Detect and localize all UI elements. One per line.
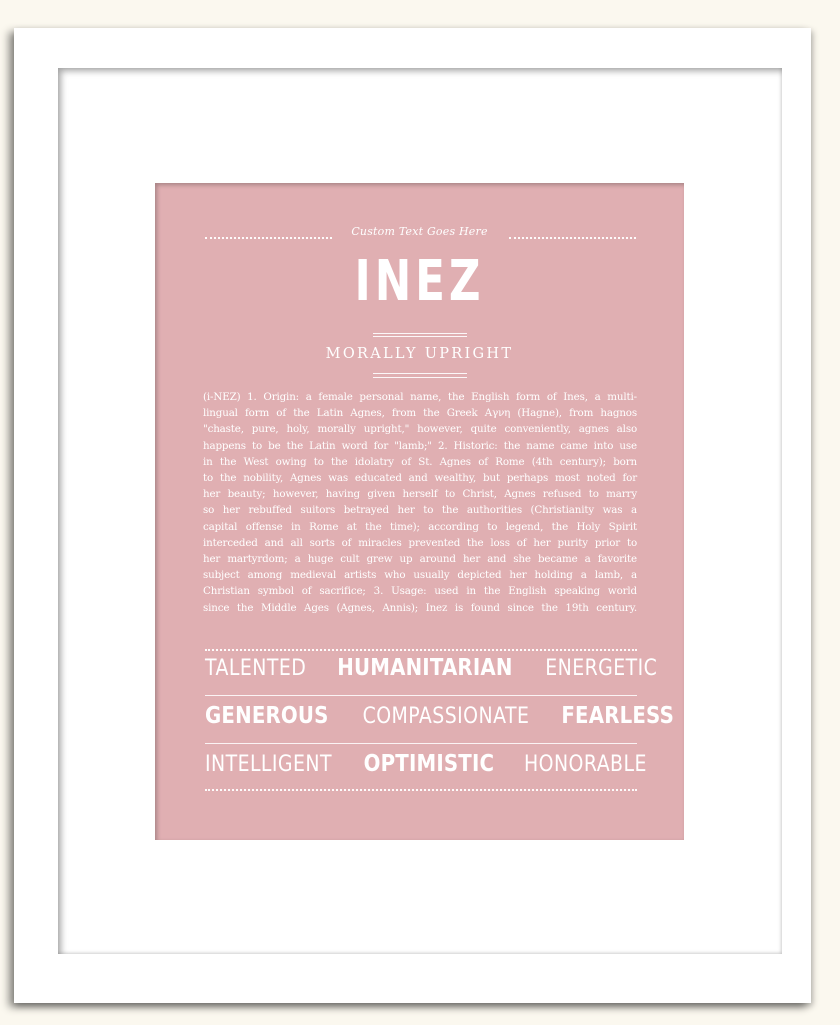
- dotted-divider-traits-bottom: [205, 789, 637, 791]
- trait-word: HUMANITARIAN: [336, 655, 513, 681]
- meaning-rule-bottom: [373, 377, 467, 378]
- definition-line: her beauty; however, having given herself to Christ, Agnes refused to marry: [203, 488, 637, 501]
- trait-separator-1: [205, 695, 637, 696]
- name-underline-top: [373, 333, 467, 334]
- trait-word: TALENTED: [205, 656, 307, 681]
- trait-word: COMPASSIONATE: [362, 704, 530, 729]
- definition-line: "chaste, pure, holy, morally upright," however, quite conveniently, agnes also: [203, 423, 637, 436]
- definition-line: so her rebuffed suitors betrayed her to the authorities (Christianity was a: [203, 504, 637, 517]
- definition-line: (i-NEZ) 1. Origin: a female personal name, the English form of Ines, a multi-: [203, 391, 637, 403]
- definition-line: interceded and all sorts of miracles prevented the loss of her purity prior to: [203, 536, 637, 549]
- definition-line: her martyrdom; a huge cult grew up around her and she became a favorite: [203, 553, 637, 566]
- trait-row-1: [205, 655, 657, 689]
- name-underline-bottom: [373, 336, 467, 337]
- trait-word: INTELLIGENT: [205, 752, 332, 777]
- definition-line: to the nobility, Agnes was educated and wealthy, but perhaps most noted for: [203, 472, 637, 485]
- trait-word: OPTIMISTIC: [363, 751, 494, 777]
- definition-line: in the West owing to the idolatry of St. Agnes of Rome (4th century); born: [203, 455, 637, 468]
- definition-line: since the Middle Ages (Agnes, Annis); Inez is found since the 19th century.: [203, 601, 637, 614]
- trait-row-2: [205, 703, 674, 737]
- name-print: [155, 183, 684, 840]
- definition-line: capital offense in Rome at the time); according to legend, the Holy Spirit: [203, 520, 637, 533]
- definition-line: Christian symbol of sacrifice; 3. Usage: used in the English speaking world: [203, 585, 637, 598]
- trait-word: FEARLESS: [560, 703, 674, 729]
- definition-line: happens to be the Latin word for "lamb;" 2. Historic: the name came into use: [203, 439, 637, 452]
- name-definition: [203, 389, 637, 616]
- name-title: INEZ: [354, 249, 485, 314]
- meaning-rule-top: [373, 373, 467, 374]
- definition-line: subject among medieval artists who usually depicted her holding a lamb, a: [203, 569, 637, 582]
- trait-word: HONORABLE: [524, 752, 648, 777]
- trait-word: ENERGETIC: [544, 656, 657, 681]
- dotted-divider-traits-top: [205, 649, 637, 651]
- trait-word: GENEROUS: [205, 703, 329, 729]
- trait-row-3: [205, 751, 648, 785]
- trait-separator-2: [205, 743, 637, 744]
- custom-text: Custom Text Goes Here: [351, 225, 488, 238]
- definition-line: lingual form of the Latin Agnes, from the Greek Αγνη (Hagne), from hagnos: [203, 407, 637, 420]
- name-meaning: MORALLY UPRIGHT: [325, 346, 514, 362]
